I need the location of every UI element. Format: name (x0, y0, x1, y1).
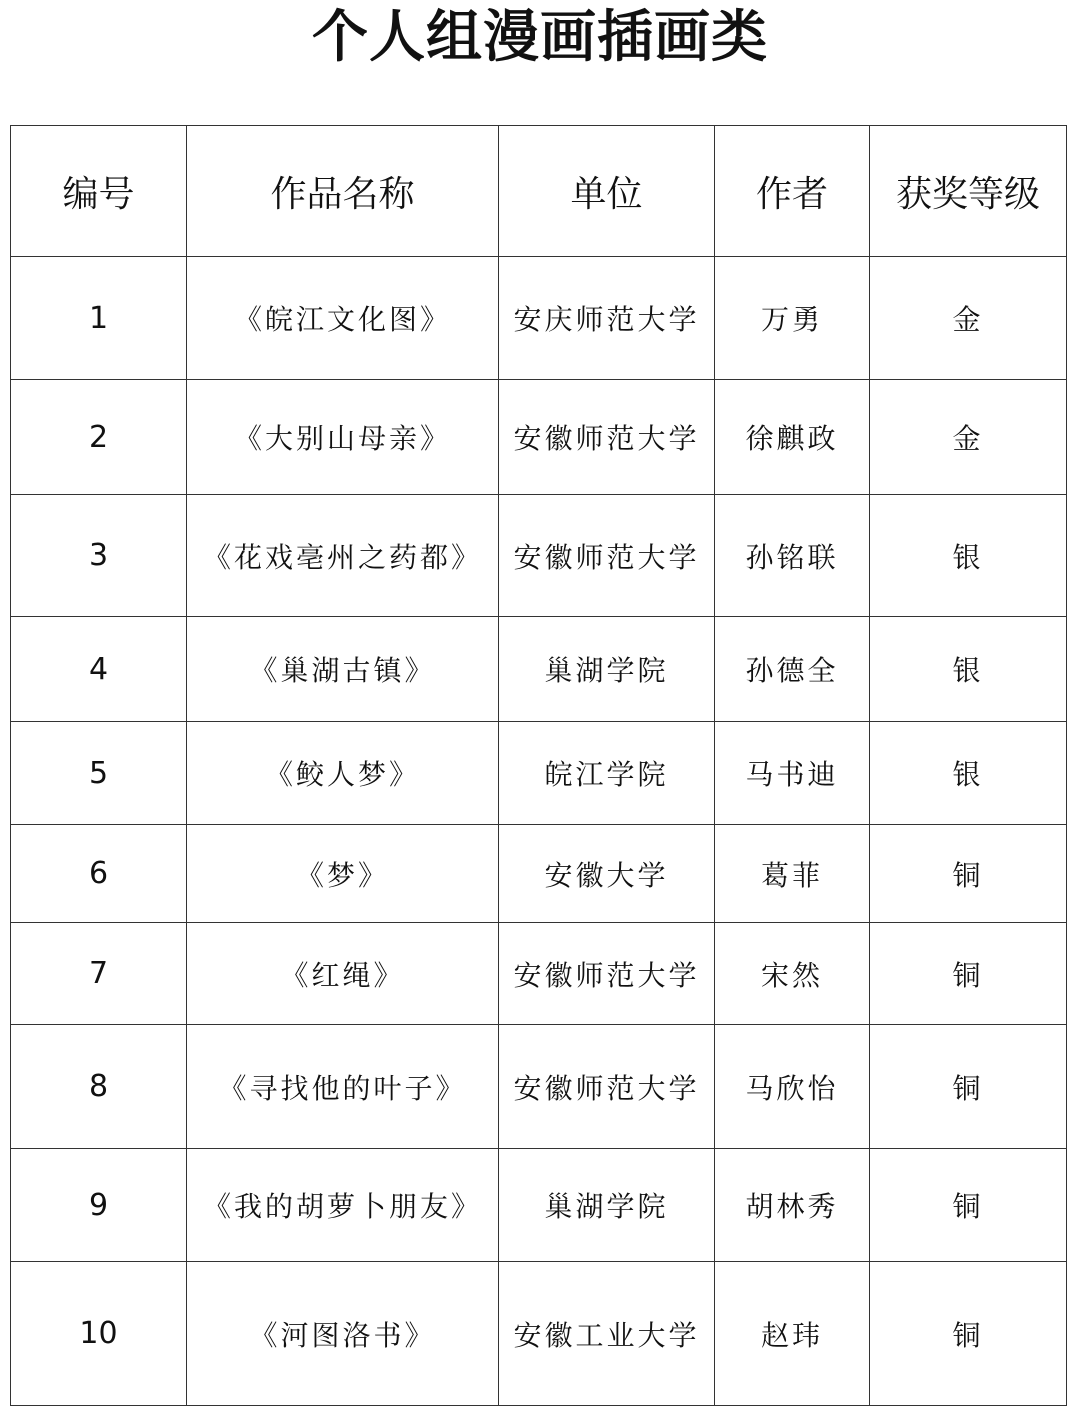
cell-author: 宋然 (715, 923, 870, 1025)
cell-work-title: 《红绳》 (187, 923, 499, 1025)
cell-number: 2 (11, 380, 187, 495)
table-row (11, 257, 1067, 380)
cell-work-title: 《皖江文化图》 (187, 257, 499, 380)
table-row (11, 1262, 1067, 1406)
cell-author: 徐麒政 (715, 380, 870, 495)
cell-award-level: 铜 (870, 1262, 1067, 1406)
cell-work-title: 《河图洛书》 (187, 1262, 499, 1406)
cell-number: 8 (11, 1025, 187, 1149)
cell-work-title: 《梦》 (187, 825, 499, 923)
cell-work-title: 《巢湖古镇》 (187, 617, 499, 722)
cell-award-level: 铜 (870, 923, 1067, 1025)
cell-unit: 安徽师范大学 (499, 380, 715, 495)
cell-unit: 安徽师范大学 (499, 923, 715, 1025)
table-header-row (11, 126, 1067, 257)
cell-award-level: 铜 (870, 825, 1067, 923)
cell-author: 马书迪 (715, 722, 870, 825)
cell-award-level: 铜 (870, 1025, 1067, 1149)
cell-unit: 安徽师范大学 (499, 1025, 715, 1149)
cell-author: 万勇 (715, 257, 870, 380)
column-header-work-title: 作品名称 (187, 126, 499, 257)
cell-author: 赵玮 (715, 1262, 870, 1406)
table-row (11, 825, 1067, 923)
cell-number: 9 (11, 1149, 187, 1262)
cell-unit: 安庆师范大学 (499, 257, 715, 380)
cell-number: 10 (11, 1262, 187, 1406)
cell-work-title: 《我的胡萝卜朋友》 (187, 1149, 499, 1262)
cell-award-level: 金 (870, 380, 1067, 495)
cell-award-level: 银 (870, 722, 1067, 825)
awards-table (10, 125, 1067, 1406)
column-header-number: 编号 (11, 126, 187, 257)
column-header-award-level: 获奖等级 (870, 126, 1067, 257)
table-row (11, 722, 1067, 825)
column-header-author: 作者 (715, 126, 870, 257)
cell-number: 6 (11, 825, 187, 923)
table-row (11, 617, 1067, 722)
cell-unit: 安徽大学 (499, 825, 715, 923)
page-title: 个人组漫画插画类 (312, 5, 768, 70)
column-header-unit: 单位 (499, 126, 715, 257)
cell-unit: 巢湖学院 (499, 1149, 715, 1262)
cell-author: 胡林秀 (715, 1149, 870, 1262)
cell-unit: 安徽工业大学 (499, 1262, 715, 1406)
cell-award-level: 银 (870, 495, 1067, 617)
cell-work-title: 《大别山母亲》 (187, 380, 499, 495)
cell-number: 5 (11, 722, 187, 825)
table-row (11, 1149, 1067, 1262)
table-row (11, 1025, 1067, 1149)
cell-unit: 安徽师范大学 (499, 495, 715, 617)
cell-award-level: 金 (870, 257, 1067, 380)
table-row (11, 495, 1067, 617)
cell-unit: 皖江学院 (499, 722, 715, 825)
table-row (11, 923, 1067, 1025)
cell-unit: 巢湖学院 (499, 617, 715, 722)
cell-work-title: 《寻找他的叶子》 (187, 1025, 499, 1149)
cell-number: 1 (11, 257, 187, 380)
cell-author: 孙德全 (715, 617, 870, 722)
cell-work-title: 《鲛人梦》 (187, 722, 499, 825)
cell-award-level: 铜 (870, 1149, 1067, 1262)
cell-author: 马欣怡 (715, 1025, 870, 1149)
cell-award-level: 银 (870, 617, 1067, 722)
cell-number: 3 (11, 495, 187, 617)
table-row (11, 380, 1067, 495)
cell-work-title: 《花戏亳州之药都》 (187, 495, 499, 617)
cell-author: 葛菲 (715, 825, 870, 923)
cell-number: 7 (11, 923, 187, 1025)
cell-author: 孙铭联 (715, 495, 870, 617)
cell-number: 4 (11, 617, 187, 722)
